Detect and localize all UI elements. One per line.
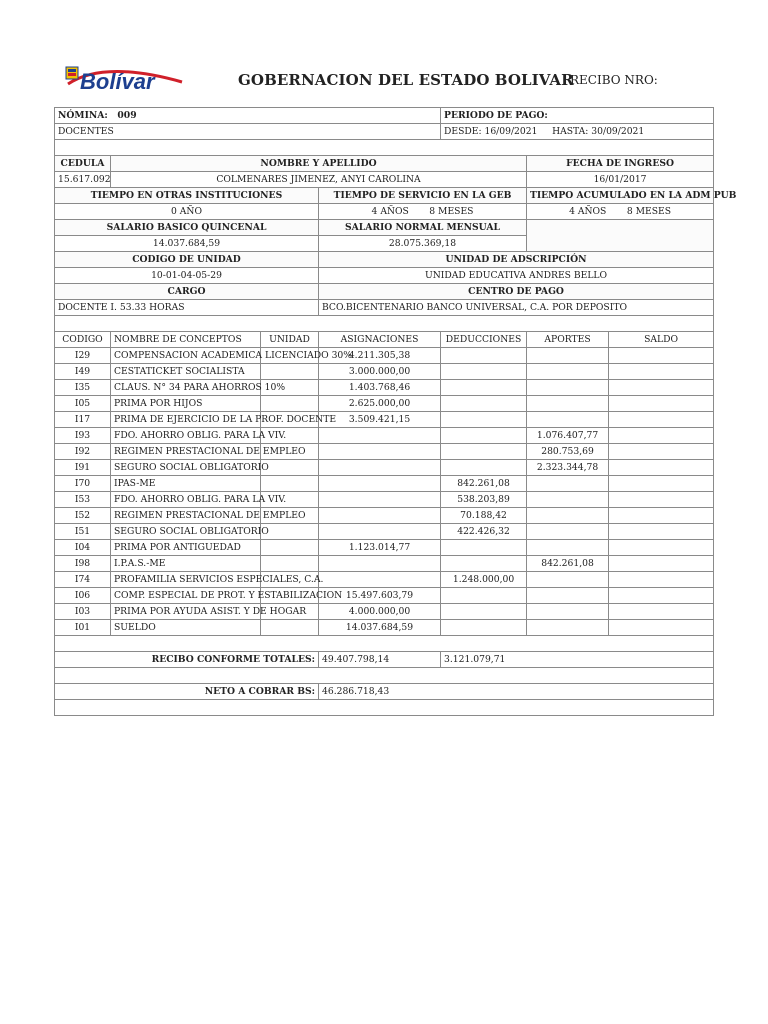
table-row bbox=[55, 620, 714, 636]
totales-row bbox=[55, 652, 714, 668]
concepto-asignacion bbox=[319, 460, 441, 476]
concepto-deduccion bbox=[441, 588, 527, 604]
concepto-aporte bbox=[527, 508, 609, 524]
ingreso-label: FECHA DE INGRESO bbox=[527, 156, 714, 172]
concepto-saldo bbox=[609, 556, 714, 572]
salario-basico-value: 14.037.684,59 bbox=[55, 236, 319, 252]
concepto-deduccion bbox=[441, 380, 527, 396]
concepto-nombre: CLAUS. N° 34 PARA AHORROS 10% bbox=[111, 380, 261, 396]
concepto-asignacion bbox=[319, 572, 441, 588]
table-row bbox=[55, 604, 714, 620]
nombre-value: COLMENARES JIMENEZ, ANYI CAROLINA bbox=[111, 172, 527, 188]
table-row bbox=[55, 572, 714, 588]
concepto-nombre: FDO. AHORRO OBLIG. PARA LA VIV. bbox=[111, 428, 261, 444]
empleado-row bbox=[55, 172, 714, 188]
concepto-nombre: PRIMA DE EJERCICIO DE LA PROF. DOCENTE bbox=[111, 412, 261, 428]
concepto-codigo: I98 bbox=[55, 556, 111, 572]
centro-pago-label: CENTRO DE PAGO bbox=[319, 284, 714, 300]
table-row bbox=[55, 364, 714, 380]
concepto-asignacion: 2.625.000,00 bbox=[319, 396, 441, 412]
concepto-codigo: I49 bbox=[55, 364, 111, 380]
concepto-asignacion bbox=[319, 476, 441, 492]
concepto-codigo: I52 bbox=[55, 508, 111, 524]
concepto-deduccion: 422.426,32 bbox=[441, 524, 527, 540]
payroll-receipt-table bbox=[54, 107, 737, 716]
concepto-asignacion bbox=[319, 508, 441, 524]
concepto-asignacion: 4.000.000,00 bbox=[319, 604, 441, 620]
nomina-cell: NÓMINA: 009 bbox=[55, 108, 441, 124]
concepto-asignacion: 14.037.684,59 bbox=[319, 620, 441, 636]
concepto-nombre: SEGURO SOCIAL OBLIGATORIO bbox=[111, 460, 261, 476]
concepto-asignacion bbox=[319, 428, 441, 444]
concepto-aporte: 842.261,08 bbox=[527, 556, 609, 572]
concepto-unidad bbox=[261, 396, 319, 412]
cargo-row bbox=[55, 300, 714, 316]
conceptos-list bbox=[55, 348, 714, 636]
concepto-aporte bbox=[527, 620, 609, 636]
nomina-tipo: DOCENTES bbox=[55, 124, 441, 140]
total-asignaciones: 49.407.798,14 bbox=[319, 652, 441, 668]
col-nombre: NOMBRE DE CONCEPTOS bbox=[111, 332, 261, 348]
concepto-nombre: PRIMA POR AYUDA ASIST. Y DE HOGAR bbox=[111, 604, 261, 620]
col-asignaciones: ASIGNACIONES bbox=[319, 332, 441, 348]
concepto-asignacion: 1.403.768,46 bbox=[319, 380, 441, 396]
concepto-deduccion bbox=[441, 364, 527, 380]
salario-basico-label: SALARIO BASICO QUINCENAL bbox=[55, 220, 319, 236]
concepto-saldo bbox=[609, 348, 714, 364]
salario-header-row bbox=[55, 220, 714, 236]
unidad-row bbox=[55, 268, 714, 284]
concepto-nombre: PRIMA POR HIJOS bbox=[111, 396, 261, 412]
concepto-saldo bbox=[609, 476, 714, 492]
concepto-codigo: I05 bbox=[55, 396, 111, 412]
col-deducciones: DEDUCCIONES bbox=[441, 332, 527, 348]
concepto-deduccion bbox=[441, 412, 527, 428]
concepto-nombre: PROFAMILIA SERVICIOS ESPECIALES, C.A. bbox=[111, 572, 261, 588]
concepto-asignacion bbox=[319, 492, 441, 508]
concepto-aporte bbox=[527, 476, 609, 492]
tiempos-row bbox=[55, 204, 714, 220]
empleado-header-row bbox=[55, 156, 714, 172]
concepto-saldo bbox=[609, 540, 714, 556]
concepto-codigo: I70 bbox=[55, 476, 111, 492]
concepto-saldo bbox=[609, 412, 714, 428]
nomina-row bbox=[55, 108, 714, 124]
concepto-aporte bbox=[527, 348, 609, 364]
adscripcion-label: UNIDAD DE ADSCRIPCIÓN bbox=[319, 252, 714, 268]
codigo-unidad-value: 10-01-04-05-29 bbox=[55, 268, 319, 284]
concepto-unidad bbox=[261, 476, 319, 492]
nombre-label: NOMBRE Y APELLIDO bbox=[111, 156, 527, 172]
table-row bbox=[55, 444, 714, 460]
concepto-codigo: I01 bbox=[55, 620, 111, 636]
total-deducciones: 3.121.079,71 bbox=[441, 652, 714, 668]
table-row bbox=[55, 412, 714, 428]
bolivar-logo-graphic bbox=[64, 62, 186, 96]
concepto-asignacion: 1.123.014,77 bbox=[319, 540, 441, 556]
concepto-unidad bbox=[261, 524, 319, 540]
salario-blank-cell bbox=[527, 220, 714, 252]
tiempo-adm-value: 4 AÑOS 8 MESES bbox=[527, 204, 714, 220]
concepto-asignacion bbox=[319, 444, 441, 460]
concepto-aporte bbox=[527, 412, 609, 428]
nomina-detail-row bbox=[55, 124, 714, 140]
concepto-aporte bbox=[527, 364, 609, 380]
concepto-codigo: I92 bbox=[55, 444, 111, 460]
concepto-saldo bbox=[609, 508, 714, 524]
concepto-unidad bbox=[261, 460, 319, 476]
concepto-saldo bbox=[609, 604, 714, 620]
concepto-codigo: I17 bbox=[55, 412, 111, 428]
col-saldo: SALDO bbox=[609, 332, 714, 348]
bolivar-logo bbox=[64, 62, 186, 96]
concepto-deduccion bbox=[441, 396, 527, 412]
concepto-nombre: REGIMEN PRESTACIONAL DE EMPLEO bbox=[111, 508, 261, 524]
concepto-saldo bbox=[609, 396, 714, 412]
concepto-unidad bbox=[261, 540, 319, 556]
table-row bbox=[55, 508, 714, 524]
concepto-saldo bbox=[609, 364, 714, 380]
concepto-aporte bbox=[527, 604, 609, 620]
tiempo-geb-label: TIEMPO DE SERVICIO EN LA GEB bbox=[319, 188, 527, 204]
concepto-nombre: COMP. ESPECIAL DE PROT. Y ESTABILIZACION bbox=[111, 588, 261, 604]
neto-value: 46.286.718,43 bbox=[319, 684, 714, 700]
recibo-number-label: RECIBO NRO: bbox=[570, 73, 658, 87]
page-header bbox=[0, 0, 768, 105]
table-row bbox=[55, 540, 714, 556]
concepto-nombre: SEGURO SOCIAL OBLIGATORIO bbox=[111, 524, 261, 540]
adscripcion-value: UNIDAD EDUCATIVA ANDRES BELLO bbox=[319, 268, 714, 284]
concepto-codigo: I04 bbox=[55, 540, 111, 556]
concepto-aporte bbox=[527, 540, 609, 556]
table-row bbox=[55, 476, 714, 492]
concepto-deduccion: 1.248.000,00 bbox=[441, 572, 527, 588]
concepto-deduccion: 538.203,89 bbox=[441, 492, 527, 508]
tiempos-header-row bbox=[55, 188, 714, 204]
concepto-nombre: CESTATICKET SOCIALISTA bbox=[111, 364, 261, 380]
concepto-saldo bbox=[609, 428, 714, 444]
concepto-asignacion bbox=[319, 524, 441, 540]
tiempo-adm-label: TIEMPO ACUMULADO EN LA ADM PUB bbox=[527, 188, 714, 204]
concepto-nombre: REGIMEN PRESTACIONAL DE EMPLEO bbox=[111, 444, 261, 460]
concepto-saldo bbox=[609, 460, 714, 476]
conceptos-header-row bbox=[55, 332, 714, 348]
concepto-deduccion bbox=[441, 540, 527, 556]
table-row bbox=[55, 556, 714, 572]
concepto-codigo: I51 bbox=[55, 524, 111, 540]
concepto-unidad bbox=[261, 556, 319, 572]
cedula-label: CEDULA bbox=[55, 156, 111, 172]
neto-row bbox=[55, 684, 714, 700]
table-row bbox=[55, 492, 714, 508]
concepto-aporte bbox=[527, 492, 609, 508]
concepto-deduccion bbox=[441, 444, 527, 460]
concepto-aporte bbox=[527, 396, 609, 412]
concepto-nombre: I.P.A.S.-ME bbox=[111, 556, 261, 572]
concepto-saldo bbox=[609, 588, 714, 604]
concepto-codigo: I06 bbox=[55, 588, 111, 604]
cedula-value: 15.617.092 bbox=[55, 172, 111, 188]
table-row bbox=[55, 428, 714, 444]
concepto-saldo bbox=[609, 492, 714, 508]
tiempo-otras-label: TIEMPO EN OTRAS INSTITUCIONES bbox=[55, 188, 319, 204]
cargo-header-row bbox=[55, 284, 714, 300]
concepto-aporte: 1.076.407,77 bbox=[527, 428, 609, 444]
table-row bbox=[55, 460, 714, 476]
concepto-deduccion bbox=[441, 460, 527, 476]
concepto-deduccion bbox=[441, 556, 527, 572]
concepto-saldo bbox=[609, 444, 714, 460]
totales-label: RECIBO CONFORME TOTALES: bbox=[55, 652, 319, 668]
concepto-aporte: 280.753,69 bbox=[527, 444, 609, 460]
page-title: GOBERNACION DEL ESTADO BOLIVAR bbox=[238, 71, 574, 89]
concepto-aporte bbox=[527, 572, 609, 588]
salario-normal-value: 28.075.369,18 bbox=[319, 236, 527, 252]
table-row bbox=[55, 588, 714, 604]
concepto-codigo: I53 bbox=[55, 492, 111, 508]
concepto-deduccion bbox=[441, 428, 527, 444]
periodo-label: PERIODO DE PAGO: bbox=[441, 108, 714, 124]
cargo-value: DOCENTE I. 53.33 HORAS bbox=[55, 300, 319, 316]
neto-label: NETO A COBRAR BS: bbox=[55, 684, 319, 700]
concepto-codigo: I35 bbox=[55, 380, 111, 396]
concepto-nombre: PRIMA POR ANTIGUEDAD bbox=[111, 540, 261, 556]
svg-text:Bolívar: Bolívar bbox=[80, 69, 155, 94]
concepto-saldo bbox=[609, 620, 714, 636]
codigo-unidad-label: CODIGO DE UNIDAD bbox=[55, 252, 319, 268]
concepto-nombre: FDO. AHORRO OBLIG. PARA LA VIV. bbox=[111, 492, 261, 508]
concepto-saldo bbox=[609, 380, 714, 396]
table-row bbox=[55, 396, 714, 412]
concepto-nombre: SUELDO bbox=[111, 620, 261, 636]
concepto-asignacion: 4.211.305,38 bbox=[319, 348, 441, 364]
concepto-unidad bbox=[261, 620, 319, 636]
centro-pago-value: BCO.BICENTENARIO BANCO UNIVERSAL, C.A. POR DEPOSITO bbox=[319, 300, 714, 316]
concepto-deduccion bbox=[441, 348, 527, 364]
concepto-saldo bbox=[609, 572, 714, 588]
concepto-aporte bbox=[527, 380, 609, 396]
concepto-asignacion bbox=[319, 556, 441, 572]
concepto-aporte: 2.323.344,78 bbox=[527, 460, 609, 476]
unidad-header-row bbox=[55, 252, 714, 268]
concepto-nombre: IPAS-ME bbox=[111, 476, 261, 492]
concepto-aporte bbox=[527, 524, 609, 540]
table-row bbox=[55, 348, 714, 364]
concepto-deduccion bbox=[441, 604, 527, 620]
tiempo-otras-value: 0 AÑO bbox=[55, 204, 319, 220]
col-aportes: APORTES bbox=[527, 332, 609, 348]
concepto-codigo: I29 bbox=[55, 348, 111, 364]
periodo-dates: DESDE: 16/09/2021 HASTA: 30/09/2021 bbox=[441, 124, 714, 140]
col-unidad: UNIDAD bbox=[261, 332, 319, 348]
concepto-deduccion bbox=[441, 620, 527, 636]
concepto-asignacion: 3.000.000,00 bbox=[319, 364, 441, 380]
table-row bbox=[55, 380, 714, 396]
concepto-deduccion: 70.188,42 bbox=[441, 508, 527, 524]
table-row bbox=[55, 524, 714, 540]
concepto-asignacion: 3.509.421,15 bbox=[319, 412, 441, 428]
concepto-codigo: I91 bbox=[55, 460, 111, 476]
concepto-codigo: I93 bbox=[55, 428, 111, 444]
concepto-asignacion: 15.497.603,79 bbox=[319, 588, 441, 604]
salario-normal-label: SALARIO NORMAL MENSUAL bbox=[319, 220, 527, 236]
concepto-unidad bbox=[261, 364, 319, 380]
concepto-aporte bbox=[527, 588, 609, 604]
concepto-nombre: COMPENSACION ACADEMICA LICENCIADO 30% bbox=[111, 348, 261, 364]
tiempo-geb-value: 4 AÑOS 8 MESES bbox=[319, 204, 527, 220]
ingreso-value: 16/01/2017 bbox=[527, 172, 714, 188]
concepto-codigo: I74 bbox=[55, 572, 111, 588]
concepto-codigo: I03 bbox=[55, 604, 111, 620]
col-codigo: CODIGO bbox=[55, 332, 111, 348]
concepto-saldo bbox=[609, 524, 714, 540]
concepto-deduccion: 842.261,08 bbox=[441, 476, 527, 492]
cargo-label: CARGO bbox=[55, 284, 319, 300]
